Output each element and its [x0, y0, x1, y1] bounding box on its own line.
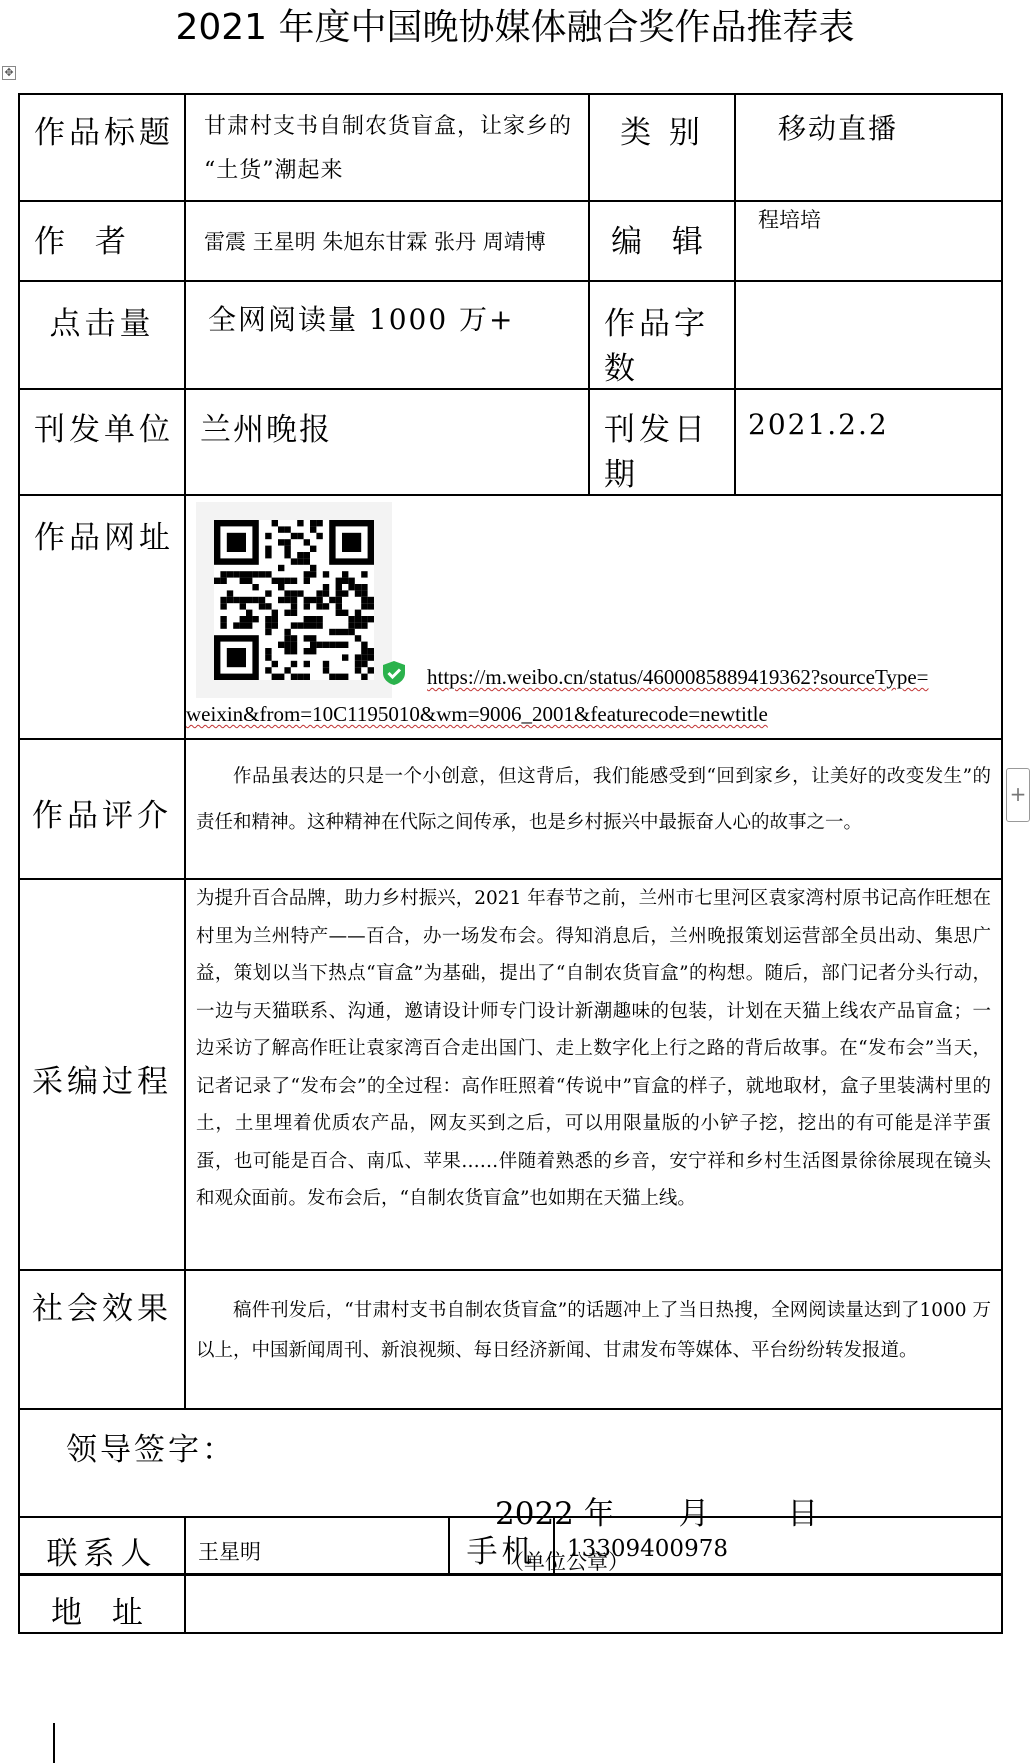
effect-value-cell[interactable] — [185, 1270, 1002, 1409]
table-row — [19, 1270, 1002, 1409]
url-line1[interactable]: https://m.weibo.cn/status/4600085889419362?sourceType= — [427, 665, 929, 689]
phone-value: 13309400978 — [567, 1536, 728, 1562]
category-label-cell — [589, 94, 735, 201]
person-value-cell[interactable] — [185, 1517, 449, 1574]
add-row-handle-icon[interactable]: + — [1006, 768, 1030, 822]
review-text: 作品虽表达的只是一个小创意，但这背后，我们能感受到“回到家乡，让美好的改变发生”的责任和精神。这种精神在代际之间传承，也是乡村振兴中最振奋人心的故事之一。 — [196, 766, 991, 833]
text-cursor — [53, 1723, 55, 1763]
table-row — [19, 495, 1002, 739]
date-label: 刊发日期 — [604, 412, 709, 493]
signature-month: 月 — [678, 1496, 710, 1532]
process-text: 为提升百合品牌，助力乡村振兴，2021 年春节之前，兰州市七里河区袁家湾村原书记高作旺想在村里为兰州特产——百合，办一场发布会。得知消息后，兰州晚报策划运营部全员出动、集思广益，策划以当下热点“盲盒”为基础，提出了“自制农货盲盒”的构想。随后，部门记者分头行动，一边与天猫联系、沟通，邀请设计师专门设计新潮趣味的包装，计划在天猫上线农产品盲盒；一边采访了解高作旺让袁家湾百合走出国门、走上数字化上行之路的背后故事。在“发布会”当天，记者记录了“发布会”的全过程：高作旺照着“传说中”盲盒的样子，就地取材，盒子里装满村里的土，土里埋着优质农产品，网友买到之后，可以用限量版的小铲子挖，挖出的有可能是洋芋蛋蛋，也可能是百合、南瓜、苹果……伴随着熟悉的乡音，安宁祥和乡村生活图景徐徐展现在镜头和观众面前。发布会后，“自制农货盲盒”也如期在天猫上线。 — [196, 888, 991, 1209]
url-value-cell[interactable] — [185, 495, 1002, 739]
process-value-cell[interactable] — [185, 879, 1002, 1270]
effect-label-cell — [19, 1270, 185, 1409]
title-value-line1: 甘肃村支书自制农货盲盒，让家乡的 — [204, 114, 573, 139]
table-row — [19, 94, 1002, 201]
review-label: 作品评介 — [32, 798, 172, 834]
phone-label: 手机 — [466, 1534, 537, 1570]
recommendation-form-table — [18, 93, 1003, 1576]
date-value-cell[interactable] — [735, 389, 1002, 495]
person-value: 王星明 — [198, 1540, 261, 1564]
url-label-cell — [19, 495, 185, 739]
editor-value-cell[interactable] — [735, 201, 1002, 281]
phone-value-cell[interactable] — [554, 1517, 1002, 1574]
seal-text: （单位公章） — [503, 1550, 629, 1574]
table-row — [19, 281, 1002, 389]
table-row — [19, 879, 1002, 1270]
person-label-cell — [19, 1517, 185, 1574]
wordcount-label: 作品字数 — [604, 306, 709, 387]
signature-label: 领导签字： — [66, 1432, 236, 1468]
table-move-handle-icon[interactable]: ✥ — [2, 66, 16, 80]
publisher-value-cell[interactable] — [185, 389, 589, 495]
table-row — [19, 739, 1002, 879]
author-label-cell — [19, 201, 185, 281]
url-line2[interactable]: weixin&from=10C1195010&wm=9006_2001&featurecode=newtitle — [186, 702, 768, 726]
person-label: 联系人 — [46, 1536, 158, 1572]
wordcount-value — [736, 282, 1001, 298]
table-row — [19, 1517, 1002, 1574]
category-label: 类 别 — [620, 115, 704, 151]
effect-label: 社会效果 — [32, 1291, 172, 1327]
publisher-label-cell — [19, 389, 185, 495]
address-value — [186, 1575, 1001, 1591]
author-value: 雷震 王星明 朱旭东甘霖 张丹 周靖博 — [204, 230, 546, 254]
address-value-cell[interactable] — [185, 1574, 1002, 1633]
process-label-cell — [19, 879, 185, 1270]
author-label: 作 者 — [34, 224, 136, 260]
editor-label-cell — [589, 201, 735, 281]
date-value: 2021.2.2 — [748, 408, 889, 441]
clicks-value: 全网阅读量 1000 万+ — [208, 303, 515, 336]
table-row — [19, 1574, 1002, 1633]
author-value-cell[interactable] — [185, 201, 589, 281]
signature-year: 2022 年 — [495, 1496, 615, 1532]
review-label-cell — [19, 739, 185, 879]
title-label-cell — [19, 94, 185, 201]
signature-day: 日 — [787, 1496, 819, 1532]
table-row — [19, 201, 1002, 281]
wordcount-value-cell[interactable] — [735, 281, 1002, 389]
review-value-cell[interactable] — [185, 739, 1002, 879]
editor-label: 编 辑 — [611, 224, 713, 260]
category-value-cell[interactable] — [735, 94, 1002, 201]
clicks-value-cell[interactable] — [185, 281, 589, 389]
category-value: 移动直播 — [778, 112, 899, 145]
title-value-line2: “土货”潮起来 — [204, 158, 344, 183]
clicks-label: 点击量 — [49, 306, 155, 342]
date-label-cell — [589, 389, 735, 495]
address-label: 地 址 — [51, 1595, 153, 1631]
effect-text: 稿件刊发后，“甘肃村支书自制农货盲盒”的话题冲上了当日热搜，全网阅读量达到了1000 万以上，中国新闻周刊、新浪视频、每日经济新闻、甘肃发布等媒体、平台纷纷转发报道。 — [196, 1300, 991, 1361]
document-title: 2021 年度中国晚协媒体融合奖作品推荐表 — [175, 7, 855, 48]
title-value-cell[interactable] — [185, 94, 589, 201]
editor-value: 程培培 — [758, 208, 821, 232]
process-label: 采编过程 — [32, 1064, 172, 1100]
phone-label-cell — [449, 1517, 554, 1574]
url-label: 作品网址 — [34, 520, 174, 556]
wordcount-label-cell — [589, 281, 735, 389]
publisher-label: 刊发单位 — [34, 412, 174, 448]
contact-table — [18, 1516, 1003, 1634]
table-row — [19, 389, 1002, 495]
title-label: 作品标题 — [34, 115, 174, 151]
qr-code-graphic — [214, 520, 374, 680]
address-label-cell — [19, 1574, 185, 1633]
clicks-label-cell — [19, 281, 185, 389]
publisher-value: 兰州晚报 — [200, 412, 332, 448]
